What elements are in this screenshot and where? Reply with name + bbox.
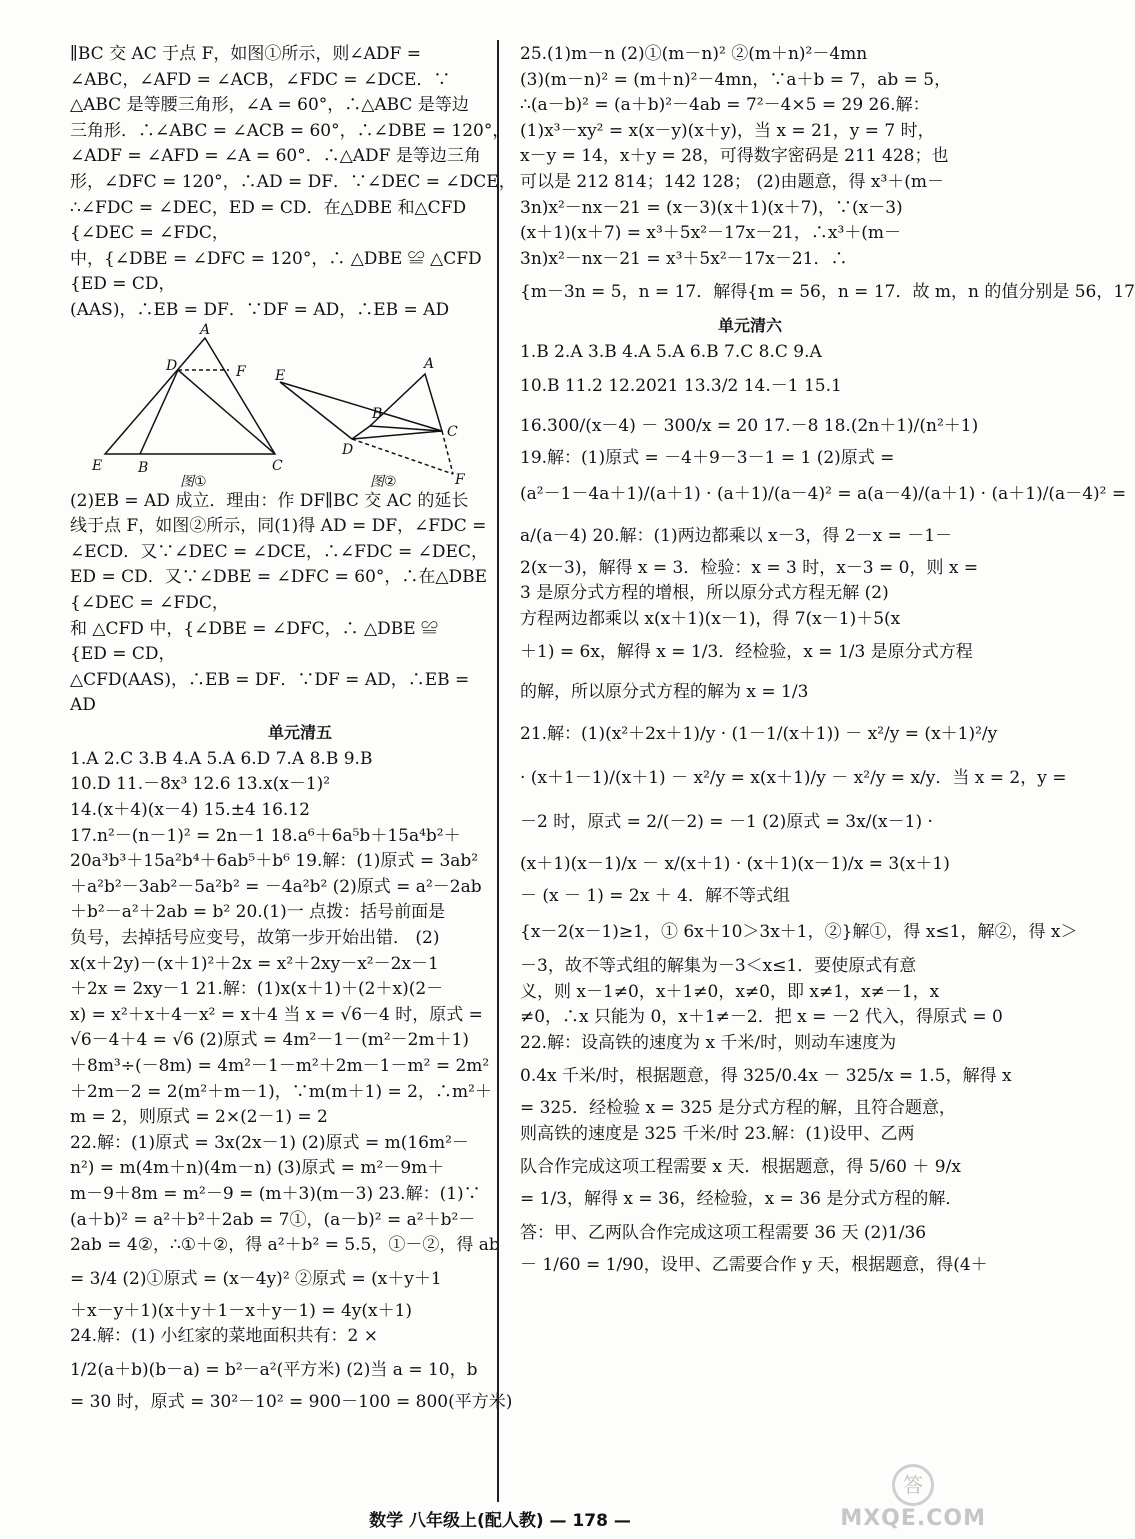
text-line: ED = CD．又∵∠DBE = ∠DFC = 60°，∴在△DBE [70, 567, 488, 588]
text-line: = 325．经检验 x = 325 是分式方程的解，且符合题意， [520, 1098, 956, 1119]
fig2-dashed-df [352, 439, 453, 474]
site-watermark [840, 1464, 986, 1531]
text-line: 线于点 F，如图②所示，同(1)得 AD = DF，∠FDC = [70, 516, 487, 537]
geometry-figures [70, 321, 530, 490]
text-line: (x＋1)(x－1)/x － x/(x＋1) · (x＋1)(x－1)/x = 3(x＋1) [520, 854, 950, 875]
text-line: 10.D 11.－8x³ 12.6 13.x(x－1)² [70, 774, 331, 795]
text-line: m－9＋8m = m²－9 = (m＋3)(m－3) 23.解：(1)∵ [70, 1183, 481, 1204]
text-line: (3)(m－n)² = (m＋n)²－4mn，∵a＋b = 7，ab = 5， [520, 69, 952, 90]
text-line: ∠ABC，∠AFD = ∠ACB，∠FDC = ∠DCE．∵ [70, 69, 451, 90]
text-line: ∥BC 交 AC 于点 F，如图①所示，则∠ADF = [70, 44, 421, 64]
text-line: (x＋1)(x＋7) = x³＋5x²－17x－21，∴x³＋(m－ [520, 223, 902, 244]
page-footer: 数学 八年级上(配人教) — 178 — [369, 1511, 631, 1531]
text-line: 1.B 2.A 3.B 4.A 5.A 6.B 7.C 8.C 9.A [520, 342, 822, 363]
text-line: 19.解：(1)原式 = －4＋9－3－1 = 1 (2)原式 = [520, 447, 895, 468]
fig1-label-d: D [166, 357, 178, 374]
text-line: n²) = m(4m＋n)(4m－n) (3)原式 = m²－9m＋ [70, 1158, 445, 1179]
text-line: 22.解：(1)原式 = 3x(2x－1) (2)原式 = m(16m²－ [70, 1132, 469, 1153]
left-column [70, 42, 530, 1416]
left-proof-part1 [70, 42, 530, 324]
fig1-dc [178, 370, 275, 454]
fig2-dc [352, 431, 442, 439]
text-line: 1/2(a＋b)(b－a) = b²－a²(平方米) (2)当 a = 10，b [70, 1359, 478, 1380]
column-divider [497, 40, 499, 1502]
text-line: 1.A 2.C 3.B 4.A 5.A 6.D 7.A 8.B 9.B [70, 748, 373, 769]
fig2-label-d: D [342, 441, 354, 458]
fig1-caption: 图① [180, 473, 207, 490]
text-line: 24.解：(1) 小红家的菜地面积共有：2 × [70, 1326, 378, 1347]
text-line: △CFD(AAS)，∴EB = DF．∵DF = AD，∴EB = [70, 669, 470, 690]
text-line: (2)EB = AD 成立．理由：作 DF∥BC 交 AC 的延长 [70, 490, 469, 511]
fig2-triangle [370, 374, 442, 431]
text-line: 2(x－3)，解得 x = 3．检验：x = 3 时，x－3 = 0，则 x = [520, 557, 979, 578]
text-line: ∠ECD．又∵∠DEC = ∠DCE，∴∠FDC = ∠DEC， [70, 541, 488, 562]
text-line: 答：甲、乙两队合作完成这项工程需要 36 天 (2)1/36 [520, 1223, 927, 1244]
text-line: 17.n²－(n－1)² = 2n－1 18.a⁶＋6a⁵b＋15a⁴b²＋ [70, 825, 461, 846]
left-proof-part2 [70, 489, 530, 719]
text-line: △ABC 是等腰三角形，∠A = 60°，∴△ABC 是等边 [70, 95, 469, 116]
text-line: 25.(1)m－n (2)①(m－n)² ②(m＋n)²－4mn [520, 44, 868, 64]
text-line: = 1/3，解得 x = 36，经检验，x = 36 是分式方程的解． [520, 1189, 963, 1210]
text-line: m = 2，则原式 = 2×(2－1) = 2 [70, 1107, 328, 1128]
text-line: 2ab = 4②，∴①＋②，得 a²＋b² = 5.5，①－②，得 ab [70, 1235, 500, 1256]
fig1-label-b: B [138, 459, 149, 476]
text-line: ＋2x = 2xy－1 21.解：(1)x(x＋1)＋(2＋x)(2－ [70, 979, 444, 1000]
fig2-label-c: C [447, 423, 458, 440]
text-line: (AAS)，∴EB = DF．∵DF = AD，∴EB = AD [70, 299, 450, 320]
text-line: ∴(a－b)² = (a＋b)²－4ab = 7²－4×5 = 29 26.解： [520, 95, 930, 116]
text-line: 3 是原分式方程的增根，所以原分式方程无解 (2) [520, 583, 889, 604]
text-line: · (x＋1－1)/(x＋1) － x²/y = x(x＋1)/y － x²/y = x/y．当 x = 2，y = [520, 768, 1067, 789]
text-line: 20a³b³＋15a²b⁴＋6ab⁵＋b⁶ 19.解：(1)原式 = 3ab² [70, 851, 479, 872]
fig2-caption: 图② [370, 473, 397, 490]
fig2-ec [280, 382, 442, 431]
text-line: 方程两边都乘以 x(x＋1)(x－1)，得 7(x－1)＋5(x [520, 608, 901, 629]
section-5-title: 单元清五 [267, 722, 332, 742]
fig2-label-e: E [275, 367, 286, 384]
text-line: a/(a－4) 20.解：(1)两边都乘以 x－3，得 2－x = －1－ [520, 525, 953, 546]
fig2-ed [280, 382, 352, 439]
text-line: {m－3n = 5，n = 17．解得{m = 56，n = 17．故 m，n 的值分别是 56，17 [520, 282, 1135, 303]
text-line: x(x＋2y)－(x＋1)²＋2x = x²＋2xy－x²－2x－1 [70, 953, 439, 974]
text-line: 中，{∠DBE = ∠DFC = 120°，∴ △DBE ≌ △CFD [70, 248, 482, 269]
text-line: 3n)x²－nx－21 = x³＋5x²－17x－21．∴ [520, 248, 848, 269]
text-line: = 30 时，原式 = 30²－10² = 900－100 = 800(平方米) [70, 1391, 513, 1412]
text-line: AD [70, 695, 96, 716]
text-line: x－y = 14，x＋y = 28，可得数字密码是 211 428；也 [520, 146, 949, 167]
text-line: 和 △CFD 中，{∠DBE = ∠DFC，∴ △DBE ≌ [70, 618, 439, 639]
text-line: 形，∠DFC = 120°，∴AD = DF．∵∠DEC = ∠DCE， [70, 171, 516, 192]
fig2-label-b: B [372, 405, 383, 422]
text-line: ＋1) = 6x，解得 x = 1/3．经检验，x = 1/3 是原分式方程 [520, 642, 973, 663]
text-line: －2 时，原式 = 2/(－2) = －1 (2)原式 = 3x/(x－1) · [520, 812, 933, 833]
text-line: {ED = CD， [70, 274, 176, 295]
text-line: 22.解：设高铁的速度为 x 千米/时，则动车速度为 [520, 1032, 897, 1053]
fig1-label-e: E [92, 457, 103, 474]
text-line: 的解，所以原分式方程的解为 x = 1/3 [520, 682, 809, 703]
right-column [520, 42, 1135, 1279]
text-line: 可以是 212 814；142 128； (2)由题意，得 x³＋(m－ [520, 171, 945, 192]
fig1-label-c: C [272, 457, 283, 474]
text-line: 10.B 11.2 12.2021 13.3/2 14.－1 15.1 [520, 375, 842, 396]
text-line: － (x － 1) = 2x ＋ 4．解不等式组 [520, 886, 790, 907]
text-line: 16.300/(x－4) － 300/x = 20 17.－8 18.(2n＋1)/(n²＋1) [520, 415, 979, 436]
text-line: 21.解：(1)(x²＋2x＋1)/y · (1－1/(x＋1)) － x²/y = (x＋1)²/y [520, 724, 998, 745]
fig2-label-a: A [424, 355, 435, 372]
fig1-label-a: A [200, 321, 211, 338]
text-line: ＋8m³÷(－8m) = 4m²－1－m²＋2m－1－m² = 2m² [70, 1056, 490, 1076]
text-line: 负号，去掉括号应变号，故第一步开始出错． (2) [70, 928, 440, 949]
section-5-answers-continued [520, 42, 1135, 312]
text-line: 三角形．∴∠ABC = ∠ACB = 60°，∴∠DBE = 120°， [70, 120, 510, 141]
text-line: － 1/60 = 1/90，设甲、乙需要合作 y 天，根据题意，得(4＋ [520, 1255, 988, 1276]
text-line: ＋x－y＋1)(x＋y＋1－x＋y－1) = 4y(x＋1) [70, 1300, 413, 1321]
text-line: 队合作完成这项工程需要 x 天．根据题意，得 5/60 ＋ 9/x [520, 1157, 961, 1178]
text-line: (1)x³－xy² = x(x－y)(x＋y)，当 x = 21，y = 7 时， [520, 120, 935, 141]
fig2-label-f: F [455, 471, 465, 488]
figures-svg [70, 321, 470, 490]
watermark-site: MXQE.COM [840, 1506, 986, 1531]
text-line: ＋b²－a²＋2ab = b² 20.(1)一 点拨：括号前面是 [70, 902, 446, 923]
text-line: ＋a²b²－3ab²－5a²b² = －4a²b² (2)原式 = a²－2ab [70, 876, 482, 897]
text-line: {∠DEC = ∠FDC， [70, 223, 229, 244]
text-line: 14.(x＋4)(x－4) 15.±4 16.12 [70, 800, 310, 821]
text-line: ＋2m－2 = 2(m²＋m－1)，∵m(m＋1) = 2，∴m²＋ [70, 1081, 492, 1102]
text-line: 3n)x²－nx－21 = (x－3)(x＋1)(x＋7)，∵(x－3) [520, 197, 903, 218]
watermark-logo-icon: 答 [892, 1464, 934, 1506]
text-line: x) = x²＋x＋4－x² = x＋4 当 x = √6－4 时，原式 = [70, 1004, 483, 1025]
text-line: ≠0，∴x 只能为 0，x＋1≠－2．把 x = －2 代入，得原式 = 0 [520, 1007, 1003, 1028]
text-line: = 3/4 (2)①原式 = (x－4y)² ②原式 = (x＋y＋1 [70, 1268, 442, 1289]
text-line: {x－2(x－1)≥1，① 6x＋10＞3x＋1，②}解①，得 x≤1，解②，得 x＞ [520, 921, 1078, 942]
text-line: ∴∠FDC = ∠DEC，ED = CD．在△DBE 和△CFD [70, 197, 467, 218]
text-line: 义，则 x－1≠0，x＋1≠0，x≠0，即 x≠1，x≠－1，x [520, 981, 940, 1002]
fig1-db [140, 370, 178, 454]
section-6-answers [520, 340, 1127, 1278]
text-line: 则高铁的速度是 325 千米/时 23.解：(1)设甲、乙两 [520, 1123, 915, 1144]
text-line: {∠DEC = ∠FDC， [70, 592, 229, 613]
section-5-answers [70, 747, 530, 1416]
figure-1 [105, 338, 275, 454]
text-line: {ED = CD， [70, 644, 176, 665]
text-line: 0.4x 千米/时，根据题意，得 325/0.4x － 325/x = 1.5，解得 x [520, 1066, 1012, 1087]
section-6-title: 单元清六 [717, 316, 782, 336]
figure-2 [280, 374, 453, 474]
text-line: (a²－1－4a＋1)/(a＋1) · (a＋1)/(a－4)² = a(a－4)/(a＋1) · (a＋1)/(a－4)² = [520, 483, 1127, 504]
text-line: √6－4＋4 = √6 (2)原式 = 4m²－1－(m²－2m＋1) [70, 1030, 470, 1051]
text-line: (a＋b)² = a²＋b²＋2ab = 7①，(a－b)² = a²＋b²－ [70, 1209, 476, 1230]
fig1-label-f: F [236, 363, 246, 380]
fig1-triangle [105, 338, 275, 454]
text-line: －3，故不等式组的解集为－3＜x≤1．要使原式有意 [520, 955, 917, 976]
text-line: ∠ADF = ∠AFD = ∠A = 60°．∴△ADF 是等边三角 [70, 146, 481, 167]
